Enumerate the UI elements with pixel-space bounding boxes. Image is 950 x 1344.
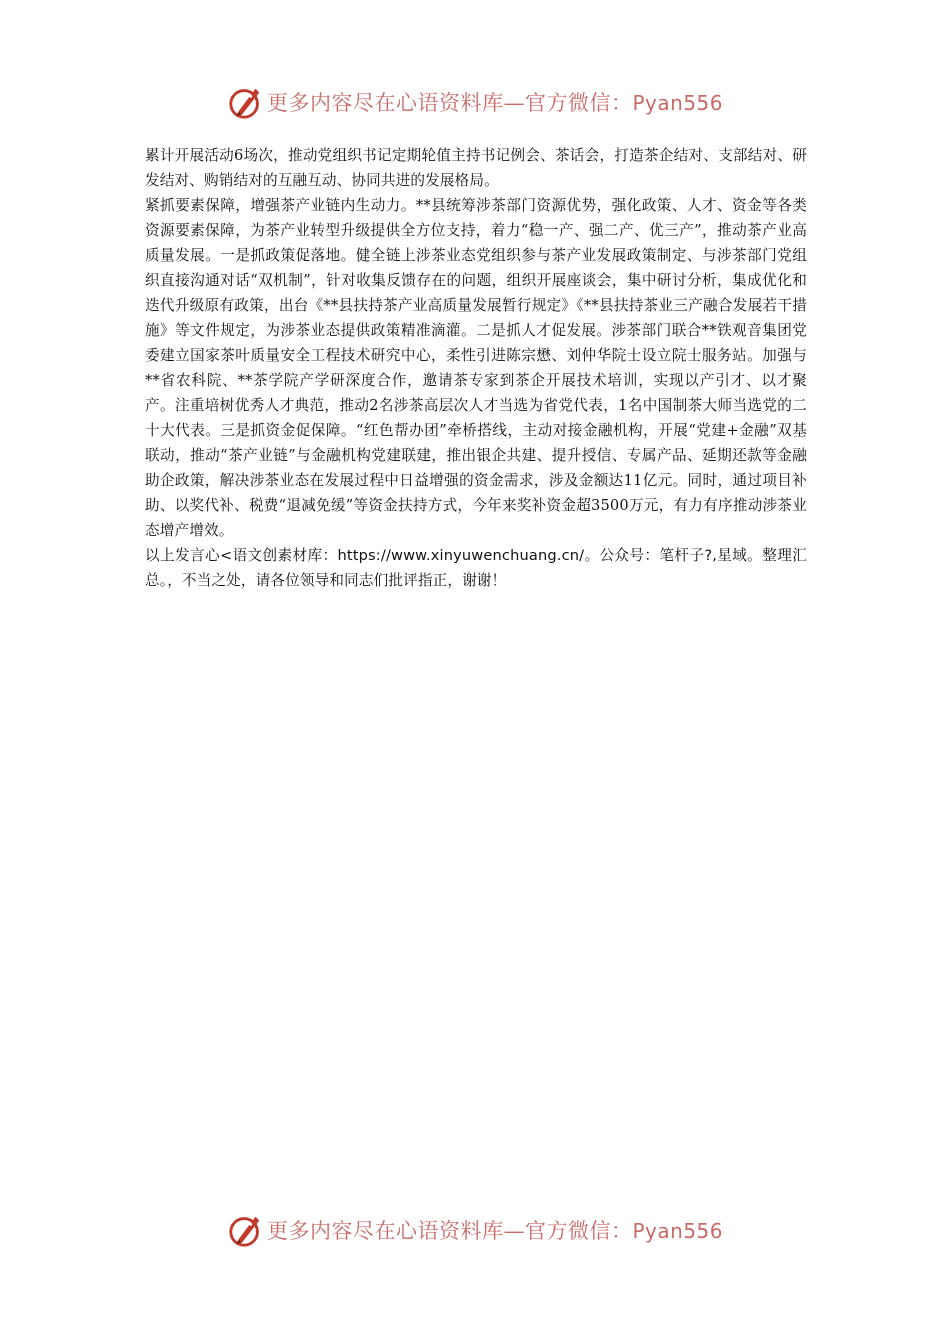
paragraph: 紧抓要素保障，增强茶产业链内生动力。**县统筹涉茶部门资源优势，强化政策、人才、资金等各类资源要素保障，为茶产业转型升级提供全方位支持，着力“稳一产、强二产、优三产”，推动茶产业高质量发展。一是抓政策促落地。健全链上涉茶业态党组织参与茶产业发展政策制定、与涉茶部门党组织直接沟通对话“双机制”，针对收集反馈存在的问题，组织开展座谈会，集中研讨分析，集成优化和迭代升级原有政策，出台《**县扶持茶产业高质量发展暂行规定》《**县扶持茶业三产融合发展若干措施》等文件规定，为涉茶业态提供政策精准滴灌。二是抓人才促发展。涉茶部门联合**铁观音集团党委建立国家茶叶质量安全工程技术研究中心，柔性引进陈宗懋、刘仲华院士设立院士服务站。加强与**省农科院、**茶学院产学研深度合作，邀请茶专家到茶企开展技术培训，实现以产引才、以才聚产。注重培树优秀人才典范，推动2名涉茶高层次人才当选为省党代表，1名中国制茶大师当选党的二十大代表。三是抓资金促保障。“红色帮办团”牵桥搭线，主动对接金融机构，开展“党建+金融”双基联动，推动“茶产业链”与金融机构党建联建，推出银企共建、提升授信、专属产品、延期还款等金融助企政策，解决涉茶业态在发展过程中日益增强的资金需求，涉及金额达11亿元。同时，通过项目补助、以奖代补、税费“退减免缓”等资金扶持方式，今年来奖补资金超3500万元，有力有序推动涉茶业态增产增效。 [145, 197, 807, 539]
header-banner [0, 80, 950, 124]
wechat-id: Pyan556 [632, 1219, 723, 1243]
footer-banner [0, 1208, 950, 1252]
pen-nib-logo-icon [227, 83, 265, 121]
banner-slogan: 更多内容尽在心语资料库—官方微信： [266, 91, 633, 115]
pen-nib-logo-icon [227, 1211, 265, 1249]
closing-note: 以上发言心<语文创素材库：https://www.xinyuwenchuang.cn/。公众号：笔杆子?,星域。整理汇总。，不当之处，请各位领导和同志们批评指正，谢谢！ [145, 547, 807, 589]
banner-text [267, 87, 723, 117]
banner-slogan: 更多内容尽在心语资料库—官方微信： [266, 1219, 633, 1243]
wechat-id: Pyan556 [632, 91, 723, 115]
paragraph: 累计开展活动6场次，推动党组织书记定期轮值主持书记例会、茶话会，打造茶企结对、支部结对、研发结对、购销结对的互融互动、协同共进的发展格局。 [145, 147, 807, 189]
banner-text [267, 1215, 723, 1245]
document-body [145, 143, 807, 593]
